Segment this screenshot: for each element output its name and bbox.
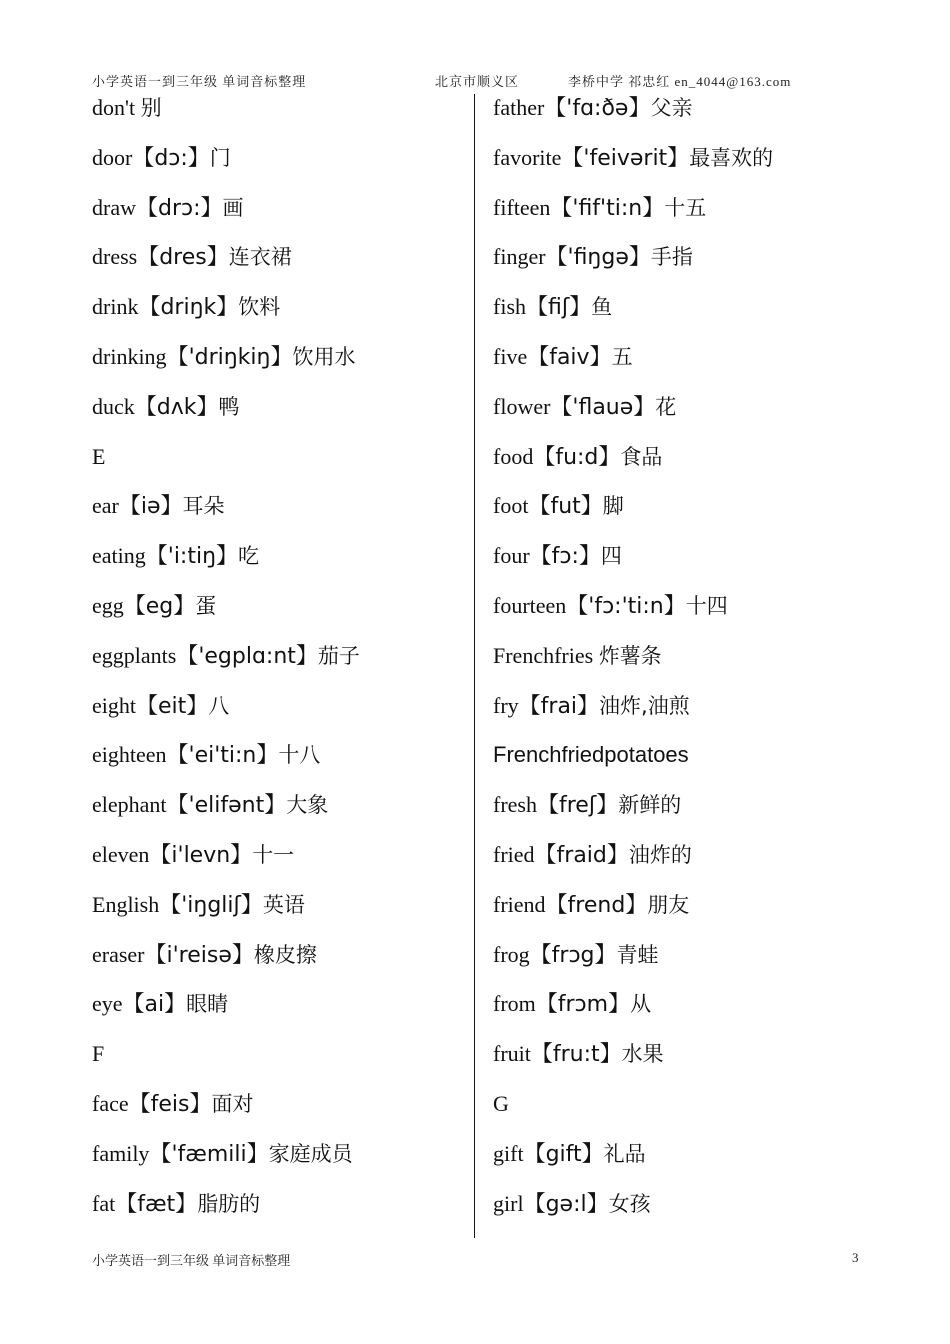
vocab-entry <box>92 840 472 890</box>
entry-word: father <box>493 95 545 120</box>
entry-phonetic: 【frɔm】 <box>535 992 631 1018</box>
entry-meaning: 门 <box>209 145 231 170</box>
entry-phonetic: 【fut】 <box>528 494 603 520</box>
entry-word: draw <box>92 194 136 220</box>
entry-meaning: 水果 <box>621 1042 664 1067</box>
vocab-entry <box>493 143 873 193</box>
entry-meaning: 炸薯条 <box>598 643 662 668</box>
entry-word: face <box>92 1090 129 1116</box>
entry-meaning: 眼睛 <box>186 992 229 1017</box>
entry-phonetic: 【ai】 <box>122 992 187 1018</box>
entry-word: duck <box>92 393 135 419</box>
entry-meaning: 青蛙 <box>616 942 659 967</box>
left-column <box>92 93 472 1238</box>
entry-meaning: 礼品 <box>603 1141 646 1166</box>
vocab-entry <box>493 193 873 243</box>
entry-phonetic: 【eg】 <box>123 593 196 619</box>
entry-meaning: 画 <box>222 195 244 220</box>
vocab-entry <box>92 193 472 243</box>
entry-word: finger <box>493 244 546 270</box>
vocab-entry <box>493 342 873 392</box>
section-letter <box>493 1089 873 1139</box>
entry-phonetic: 【dʌk】 <box>134 394 219 420</box>
entry-word: Frenchfries <box>493 642 594 668</box>
entry-word: English <box>92 891 160 917</box>
vocab-entry <box>493 691 873 741</box>
entry-meaning: 大象 <box>286 793 329 818</box>
entry-phonetic: 【frɔg】 <box>529 942 617 968</box>
entry-phonetic: 【'ei'ti:n】 <box>166 743 279 769</box>
entry-phonetic: 【gift】 <box>523 1141 604 1167</box>
entry-word: G <box>493 1090 509 1116</box>
entry-phonetic: 【'feivərit】 <box>561 145 690 171</box>
entry-phonetic: 【freʃ】 <box>536 793 619 819</box>
entry-meaning: 父亲 <box>650 96 693 120</box>
entry-meaning: 吃 <box>238 544 260 569</box>
entry-phonetic: 【drɔ:】 <box>135 195 223 221</box>
entry-word: fat <box>92 1190 116 1216</box>
entry-meaning: 女孩 <box>608 1191 651 1216</box>
vocab-entry <box>493 292 873 342</box>
entry-meaning: 别 <box>140 96 162 120</box>
entry-phonetic: 【'fɑ:ðə】 <box>544 96 651 121</box>
entry-phonetic: 【dɔ:】 <box>132 145 210 171</box>
entry-meaning: 英语 <box>262 892 305 917</box>
entry-meaning: 家庭成员 <box>268 1141 353 1166</box>
entry-word: door <box>92 144 133 170</box>
entry-word: F <box>92 1041 105 1067</box>
vocab-entry <box>493 641 873 691</box>
entry-phonetic: 【fraid】 <box>534 842 629 868</box>
vocab-entry <box>493 790 873 840</box>
entry-word: fried <box>493 841 535 867</box>
entry-word: frog <box>493 941 530 967</box>
entry-word: fresh <box>493 792 537 818</box>
entry-meaning: 最喜欢的 <box>689 145 774 170</box>
entry-word: from <box>493 991 536 1017</box>
section-letter <box>493 740 873 790</box>
vocab-entry <box>92 242 472 292</box>
entry-phonetic: 【iə】 <box>118 494 183 520</box>
vocab-entry <box>493 491 873 541</box>
entry-phonetic: 【'i:tiŋ】 <box>145 544 239 570</box>
entry-word: fry <box>493 692 519 718</box>
entry-phonetic: 【fiʃ】 <box>526 295 592 321</box>
vocab-entry <box>92 143 472 193</box>
footer-title: 小学英语一到三年级 单词音标整理 <box>92 1253 291 1268</box>
entry-phonetic: 【faiv】 <box>527 344 612 370</box>
vocab-entry <box>493 989 873 1039</box>
entry-word: fifteen <box>493 194 551 220</box>
entry-meaning: 食品 <box>620 444 663 469</box>
entry-meaning: 手指 <box>650 245 693 270</box>
vocab-entry <box>92 292 472 342</box>
vocab-entry <box>493 1189 873 1239</box>
entry-word: eighteen <box>92 742 167 768</box>
page-number: 3 <box>852 1250 859 1265</box>
entry-phonetic: 【'fɔ:'ti:n】 <box>566 593 686 619</box>
entry-word: egg <box>92 592 124 618</box>
entry-meaning: 鱼 <box>591 295 613 320</box>
vocab-entry <box>92 740 472 790</box>
entry-word: flower <box>493 393 551 419</box>
vocab-entry <box>493 442 873 492</box>
vocab-entry <box>92 541 472 591</box>
vocab-entry <box>493 1139 873 1189</box>
entry-meaning: 鸭 <box>218 394 240 419</box>
vocab-entry <box>493 940 873 990</box>
entry-phonetic: 【gə:l】 <box>523 1191 609 1217</box>
entry-meaning: 脚 <box>602 494 624 519</box>
vocab-entry <box>92 1089 472 1139</box>
vocab-entry <box>493 890 873 940</box>
entry-meaning: 新鲜的 <box>618 793 682 818</box>
entry-phonetic: 【'fiŋgə】 <box>545 245 651 271</box>
vocab-entry <box>493 591 873 641</box>
entry-meaning: 面对 <box>211 1091 254 1116</box>
entry-meaning: 十五 <box>664 195 707 220</box>
entry-word: favorite <box>493 144 562 170</box>
header-title: 小学英语一到三年级 单词音标整理 <box>92 74 307 89</box>
entry-meaning: 橡皮擦 <box>253 942 317 967</box>
header-place: 北京市顺义区 <box>435 74 520 89</box>
vocab-entry <box>92 1139 472 1189</box>
entry-meaning: 蛋 <box>195 593 217 618</box>
entry-meaning: 五 <box>611 344 633 369</box>
entry-phonetic: 【fru:t】 <box>530 1042 622 1068</box>
entry-phonetic: 【eit】 <box>136 693 209 719</box>
entry-word: eight <box>92 692 136 718</box>
entry-phonetic: 【fæt】 <box>115 1191 198 1217</box>
entry-phonetic: 【'fæmili】 <box>149 1141 269 1167</box>
entry-word: ear <box>92 493 119 519</box>
entry-word: Frenchfriedpotatoes <box>493 742 689 768</box>
entry-meaning: 十一 <box>252 842 295 867</box>
entry-phonetic: 【'fif'ti:n】 <box>550 195 665 221</box>
vocab-entry <box>92 342 472 392</box>
entry-phonetic: 【fu:d】 <box>533 444 621 470</box>
entry-word: elephant <box>92 792 167 818</box>
entry-phonetic: 【'elifənt】 <box>166 793 287 819</box>
entry-meaning: 花 <box>655 394 677 419</box>
entry-word: eraser <box>92 941 145 967</box>
vocab-entry <box>493 242 873 292</box>
entry-meaning: 脂肪的 <box>197 1191 261 1216</box>
entry-word: girl <box>493 1190 524 1216</box>
vocab-entry <box>493 1039 873 1089</box>
entry-phonetic: 【'egplɑ:nt】 <box>176 643 318 669</box>
entry-phonetic: 【'driŋkiŋ】 <box>166 344 293 370</box>
vocab-entry <box>92 989 472 1039</box>
entry-meaning: 八 <box>208 693 230 718</box>
vocab-entry <box>92 1189 472 1239</box>
section-letter <box>92 442 472 492</box>
entry-meaning: 从 <box>630 992 652 1017</box>
entry-word: don't <box>92 95 136 120</box>
entry-phonetic: 【i'levn】 <box>149 842 253 868</box>
vocab-entry <box>92 491 472 541</box>
entry-meaning: 十八 <box>278 743 321 768</box>
entry-phonetic: 【frai】 <box>518 693 600 719</box>
entry-meaning: 饮料 <box>238 295 281 320</box>
vocab-entry <box>92 392 472 442</box>
entry-meaning: 十四 <box>685 593 728 618</box>
entry-phonetic: 【dres】 <box>137 245 229 271</box>
entry-meaning: 茄子 <box>317 643 360 668</box>
vocab-entry <box>493 392 873 442</box>
vocab-entry <box>92 940 472 990</box>
entry-word: food <box>493 443 534 469</box>
entry-word: family <box>92 1140 150 1166</box>
entry-meaning: 朋友 <box>647 892 690 917</box>
entry-phonetic: 【'flauə】 <box>550 394 656 420</box>
entry-meaning: 耳朵 <box>182 494 225 519</box>
section-letter <box>92 1039 472 1089</box>
vocab-entry <box>92 93 472 143</box>
entry-word: four <box>493 543 530 569</box>
entry-word: dress <box>92 244 138 270</box>
entry-word: eleven <box>92 841 150 867</box>
entry-meaning: 油炸的 <box>628 842 692 867</box>
entry-word: drinking <box>92 343 167 369</box>
vocab-entry <box>92 691 472 741</box>
vocab-entry <box>493 93 873 143</box>
entry-phonetic: 【feis】 <box>128 1091 212 1117</box>
entry-meaning: 饮用水 <box>292 344 356 369</box>
entry-meaning: 四 <box>600 544 622 569</box>
entry-word: fruit <box>493 1041 531 1067</box>
entry-word: five <box>493 343 528 369</box>
entry-word: drink <box>92 294 139 320</box>
vocab-entry <box>92 890 472 940</box>
entry-word: eye <box>92 991 123 1017</box>
entry-word: gift <box>493 1140 524 1166</box>
entry-meaning: 连衣裙 <box>228 245 292 270</box>
entry-phonetic: 【i'reisə】 <box>144 942 254 968</box>
entry-word: fish <box>493 294 526 320</box>
right-column <box>493 93 873 1238</box>
entry-word: eating <box>92 543 146 569</box>
entry-word: fourteen <box>493 592 567 618</box>
vocab-entry <box>92 641 472 691</box>
entry-word: foot <box>493 493 529 519</box>
entry-meaning: 油炸,油煎 <box>599 693 690 718</box>
entry-phonetic: 【'iŋgliʃ】 <box>159 892 263 918</box>
entry-word: friend <box>493 891 546 917</box>
header-school: 李桥中学 祁忠红 en_4044@163.com <box>568 74 792 89</box>
vocab-entry <box>92 591 472 641</box>
vocab-entry <box>493 541 873 591</box>
vocab-entry <box>493 840 873 890</box>
entry-word: eggplants <box>92 642 177 668</box>
entry-phonetic: 【frend】 <box>545 892 648 918</box>
entry-phonetic: 【driŋk】 <box>138 295 239 321</box>
vocab-entry <box>92 790 472 840</box>
column-divider <box>474 94 475 1238</box>
entry-word: E <box>92 443 106 469</box>
entry-phonetic: 【fɔ:】 <box>529 544 601 570</box>
